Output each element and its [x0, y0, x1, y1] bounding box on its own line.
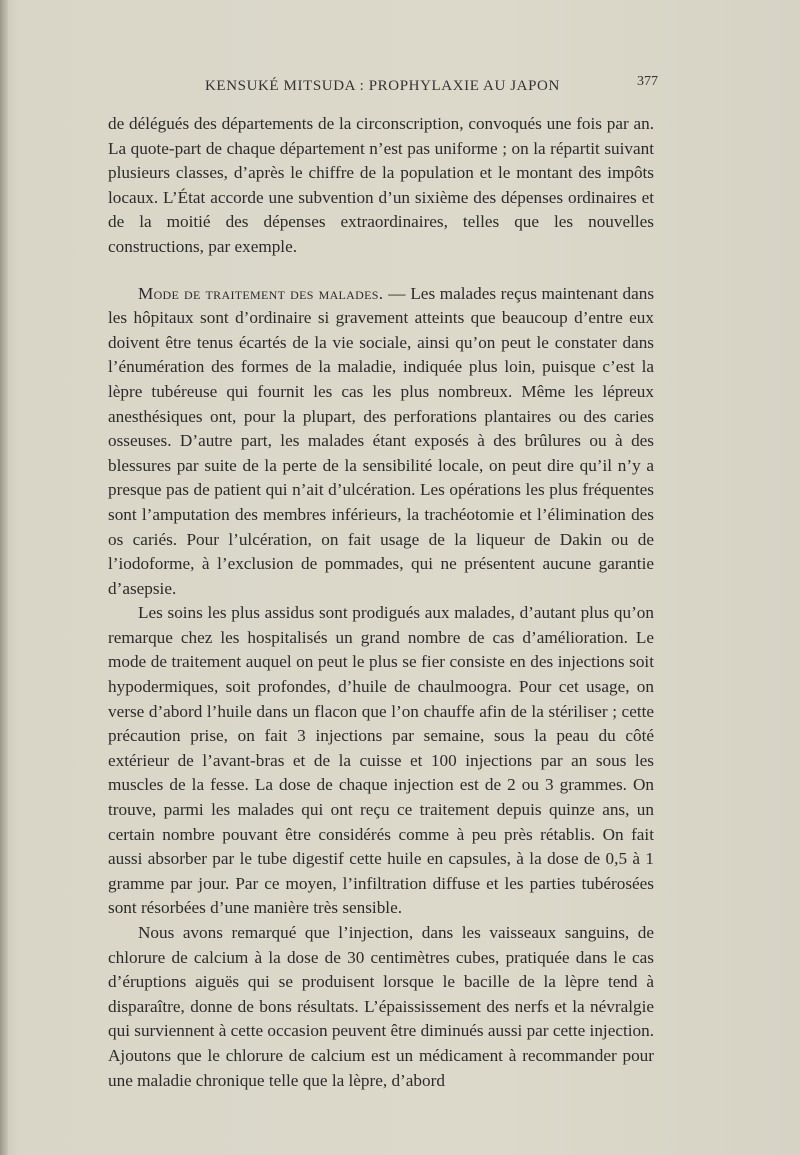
- page-body: [108, 112, 654, 1093]
- page-number: 377: [637, 74, 658, 89]
- paragraph-funding: de délégués des départements de la circonscription, convoqués une fois par an. La quote-part de chaque département n’est pas uniforme ; on la répartit suivant plusieurs classes, d’après le chiffre de la population et le montant des impôts locaux. L’État accorde une subvention d’un sixième des dépenses ordinaires et de la moitié des dépenses extraordinaires, telles que les nouvelles constructions, par exemple.: [108, 114, 654, 256]
- paragraph-treatment: [108, 282, 654, 602]
- paragraph-care: Les soins les plus assidus sont prodigués aux malades, d’autant plus qu’on remarque chez les hospitalisés un grand nombre de cas d’amélioration. Le mode de traitement auquel on peut le plus se fier consiste en des injections soit hypodermiques, soit profondes, d’huile de chaulmoogra. Pour cet usage, on verse d’abord l’huile dans un flacon que l’on chauffe afin de la stériliser ; cette précaution prise, on fait 3 injections par semaine, sous la peau du côté extérieur de l’avant-bras et de la cuisse et 100 injections par an sous les muscles de la fesse. La dose de chaque injection est de 2 ou 3 grammes. On trouve, parmi les malades qui ont reçu ce traitement depuis quinze ans, un certain nombre pouvant être considérés comme à peu près rétablis. On fait aussi absorber par le tube digestif cette huile en capsules, à la dose de 0,5 à 1 gramme par jour. Par ce moyen, l’infiltration diffuse et les parties tubérosées sont résorbées d’une manière très sensible.: [108, 603, 654, 918]
- section-heading: Mode de traitement des malades. —: [138, 283, 406, 303]
- running-header-title: KENSUKÉ MITSUDA : PROPHYLAXIE AU JAPON: [205, 78, 560, 94]
- paragraph-treatment-text: Les malades reçus maintenant dans les hôpitaux sont d’ordinaire si gravement atteints que beaucoup d’entre eux doivent être tenus écartés de la vie sociale, ainsi qu’on peut le constater dans l’énumération des formes de la maladie, indiquée plus loin, puisque c’est la lèpre tubéreuse qui fournit les cas les plus nombreux. Même les lépreux anesthésiques ont, pour la plupart, des perforations plantaires ou des caries osseuses. D’autre part, les malades étant exposés à des brûlures ou à des blessures par suite de la perte de la sensibilité locale, on peut dire qu’il n’y a presque pas de patient qui n’ait d’ulcération. Les opérations les plus fréquentes sont l’amputation des membres inférieurs, la trachéotomie et l’élimination des os cariés. Pour l’ulcération, on fait usage de la liqueur de Dakin ou de l’iodoforme, à l’exclusion de pommades, qui ne présentent aucune garantie d’asepsie.: [108, 283, 655, 598]
- paragraph-calcium: Nous avons remarqué que l’injection, dans les vaisseaux sanguins, de chlorure de calcium à la dose de 30 centimètres cubes, pratiquée dans le cas d’éruptions aiguës qui se produisent lorsque le bacille de la lèpre tend à disparaître, donne de bons résultats. L’épaississement des nerfs et la névralgie qui surviennent à cette occasion peuvent être diminués aussi par cette injection. Ajoutons que le chlorure de calcium est un médicament à recommander pour une maladie chronique telle que la lèpre, d’abord: [108, 923, 654, 1090]
